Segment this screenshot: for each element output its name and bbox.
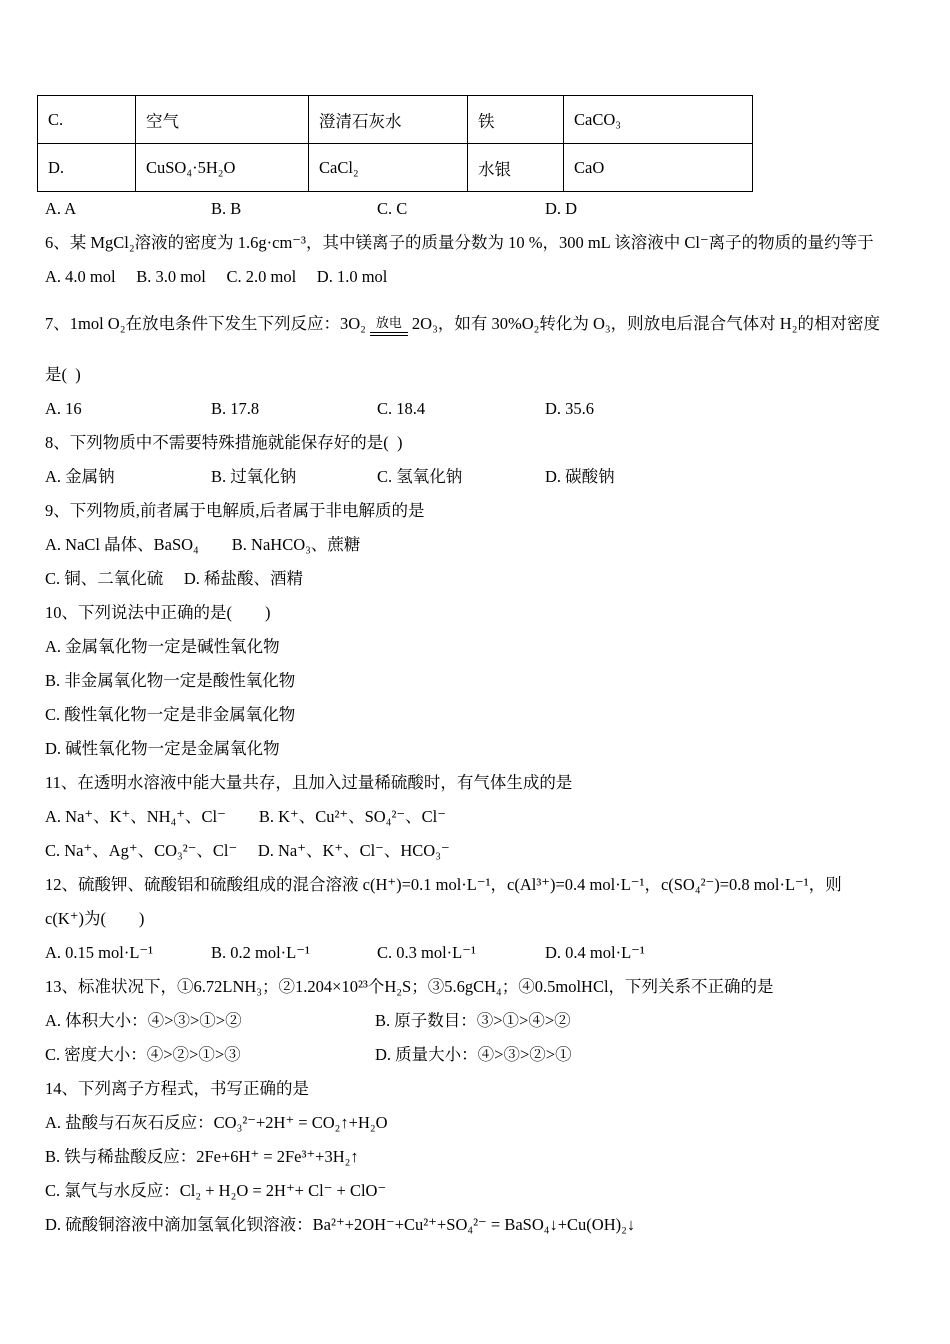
table-cell: C. bbox=[38, 96, 136, 144]
option-a: A. 0.15 mol·L⁻¹ bbox=[45, 943, 154, 962]
q11-options-cd: C. Na⁺、Ag⁺、CO₃²⁻、Cl⁻ D. Na⁺、K⁺、Cl⁻、HCO₃⁻ bbox=[45, 841, 450, 860]
q12-stem-continued: c(K⁺)为( ) bbox=[45, 909, 145, 928]
q7-stem-pre: 7、1mol O₂在放电条件下发生下列反应：3O₂ bbox=[45, 314, 366, 333]
option-c: C. 氢氧化钠 bbox=[377, 467, 463, 486]
table-row-c bbox=[38, 96, 753, 144]
option-b: B. 17.8 bbox=[211, 399, 260, 418]
table-cell: 空气 bbox=[136, 96, 309, 144]
q10-stem: 10、下列说法中正确的是( ) bbox=[45, 603, 271, 622]
q7-stem-post: 2O₃，如有 30%O₂转化为 O₃，则放电后混合气体对 H₂的相对密度 bbox=[411, 314, 880, 333]
table-cell: 水银 bbox=[468, 144, 564, 192]
q6-stem: 6、某 MgCl₂溶液的密度为 1.6g·cm⁻³，其中镁离子的质量分数为 10 %，300 mL 该溶液中 Cl⁻离子的物质的量约等于 bbox=[45, 233, 874, 252]
option-c: C. 18.4 bbox=[377, 399, 426, 418]
q8-stem: 8、下列物质中不需要特殊措施就能保存好的是( ) bbox=[45, 433, 403, 452]
q13-options-ab bbox=[45, 1004, 910, 1038]
q11-options-ab: A. Na⁺、K⁺、NH₄⁺、Cl⁻ B. K⁺、Cu²⁺、SO₄²⁻、Cl⁻ bbox=[45, 807, 446, 826]
option-b: B. 过氧化钠 bbox=[211, 467, 297, 486]
q14-stem: 14、下列离子方程式，书写正确的是 bbox=[45, 1079, 309, 1098]
option-b: B. B bbox=[211, 199, 242, 218]
option-a: A. 16 bbox=[45, 399, 82, 418]
q5-answer-options bbox=[45, 192, 910, 226]
option-d: D. 质量大小：④>③>②>① bbox=[375, 1045, 572, 1064]
option-a: A. A bbox=[45, 199, 77, 218]
option-c: C. 密度大小：④>②>①>③ bbox=[45, 1045, 241, 1064]
q7-options bbox=[45, 392, 910, 426]
question5-table bbox=[37, 95, 753, 192]
q13-options-cd bbox=[45, 1038, 910, 1072]
option-d: D. 35.6 bbox=[545, 399, 595, 418]
option-d: D. 0.4 mol·L⁻¹ bbox=[545, 943, 645, 962]
option-c: C. C bbox=[377, 199, 408, 218]
option-d: D. 碳酸钠 bbox=[545, 467, 615, 486]
q7-stem-continued: 是( ) bbox=[45, 365, 81, 384]
option-b: B. 0.2 mol·L⁻¹ bbox=[211, 943, 310, 962]
q12-options bbox=[45, 936, 910, 970]
table-cell: D. bbox=[38, 144, 136, 192]
q12-stem: 12、硫酸钾、硫酸铝和硫酸组成的混合溶液 c(H⁺)=0.1 mol·L⁻¹，c(Al³⁺)=0.4 mol·L⁻¹，c(SO₄²⁻)=0.8 mol·L⁻¹，则 bbox=[45, 875, 842, 894]
q10-option-c: C. 酸性氧化物一定是非金属氧化物 bbox=[45, 705, 296, 724]
table-cell: 铁 bbox=[468, 96, 564, 144]
table-cell: CaCl₂ bbox=[309, 144, 468, 192]
q14-option-a: A. 盐酸与石灰石反应：CO₃²⁻+2H⁺ = CO₂↑+H₂O bbox=[45, 1113, 388, 1132]
q14-option-c: C. 氯气与水反应：Cl₂ + H₂O = 2H⁺+ Cl⁻ + ClO⁻ bbox=[45, 1181, 387, 1200]
table-cell: CaO bbox=[564, 144, 753, 192]
q10-option-b: B. 非金属氧化物一定是酸性氧化物 bbox=[45, 671, 296, 690]
table-cell: CaCO₃ bbox=[564, 96, 753, 144]
option-d: D. D bbox=[545, 199, 578, 218]
q10-option-d: D. 碱性氧化物一定是金属氧化物 bbox=[45, 739, 280, 758]
q14-option-d: D. 硫酸铜溶液中滴加氢氧化钡溶液：Ba²⁺+2OH⁻+Cu²⁺+SO₄²⁻ = BaSO₄↓+Cu(OH)₂↓ bbox=[45, 1215, 636, 1234]
q10-option-a: A. 金属氧化物一定是碱性氧化物 bbox=[45, 637, 280, 656]
q11-stem: 11、在透明水溶液中能大量共存，且加入过量稀硫酸时，有气体生成的是 bbox=[45, 773, 573, 792]
table-row-d bbox=[38, 144, 753, 192]
option-b: B. 原子数目：③>①>④>② bbox=[375, 1011, 571, 1030]
reaction-condition-over-equals: 放电 bbox=[370, 315, 408, 336]
q9-options-cd: C. 铜、二氧化硫 D. 稀盐酸、酒精 bbox=[45, 569, 304, 588]
q6-options: A. 4.0 mol B. 3.0 mol C. 2.0 mol D. 1.0 mol bbox=[45, 267, 388, 286]
q9-stem: 9、下列物质,前者属于电解质,后者属于非电解质的是 bbox=[45, 501, 425, 520]
q13-stem: 13、标准状况下，①6.72LNH₃；②1.204×10²³个H₂S；③5.6gCH₄；④0.5molHCl，下列关系不正确的是 bbox=[45, 977, 774, 996]
q9-options-ab: A. NaCl 晶体、BaSO₄ B. NaHCO₃、蔗糖 bbox=[45, 535, 361, 554]
option-c: C. 0.3 mol·L⁻¹ bbox=[377, 943, 476, 962]
table-cell: CuSO₄·5H₂O bbox=[136, 144, 309, 192]
q7-stem bbox=[45, 304, 910, 344]
option-a: A. 体积大小：④>③>①>② bbox=[45, 1011, 242, 1030]
q8-options bbox=[45, 460, 910, 494]
q14-option-b: B. 铁与稀盐酸反应：2Fe+6H⁺ = 2Fe³⁺+3H₂↑ bbox=[45, 1147, 359, 1166]
table-cell: 澄清石灰水 bbox=[309, 96, 468, 144]
option-a: A. 金属钠 bbox=[45, 467, 115, 486]
